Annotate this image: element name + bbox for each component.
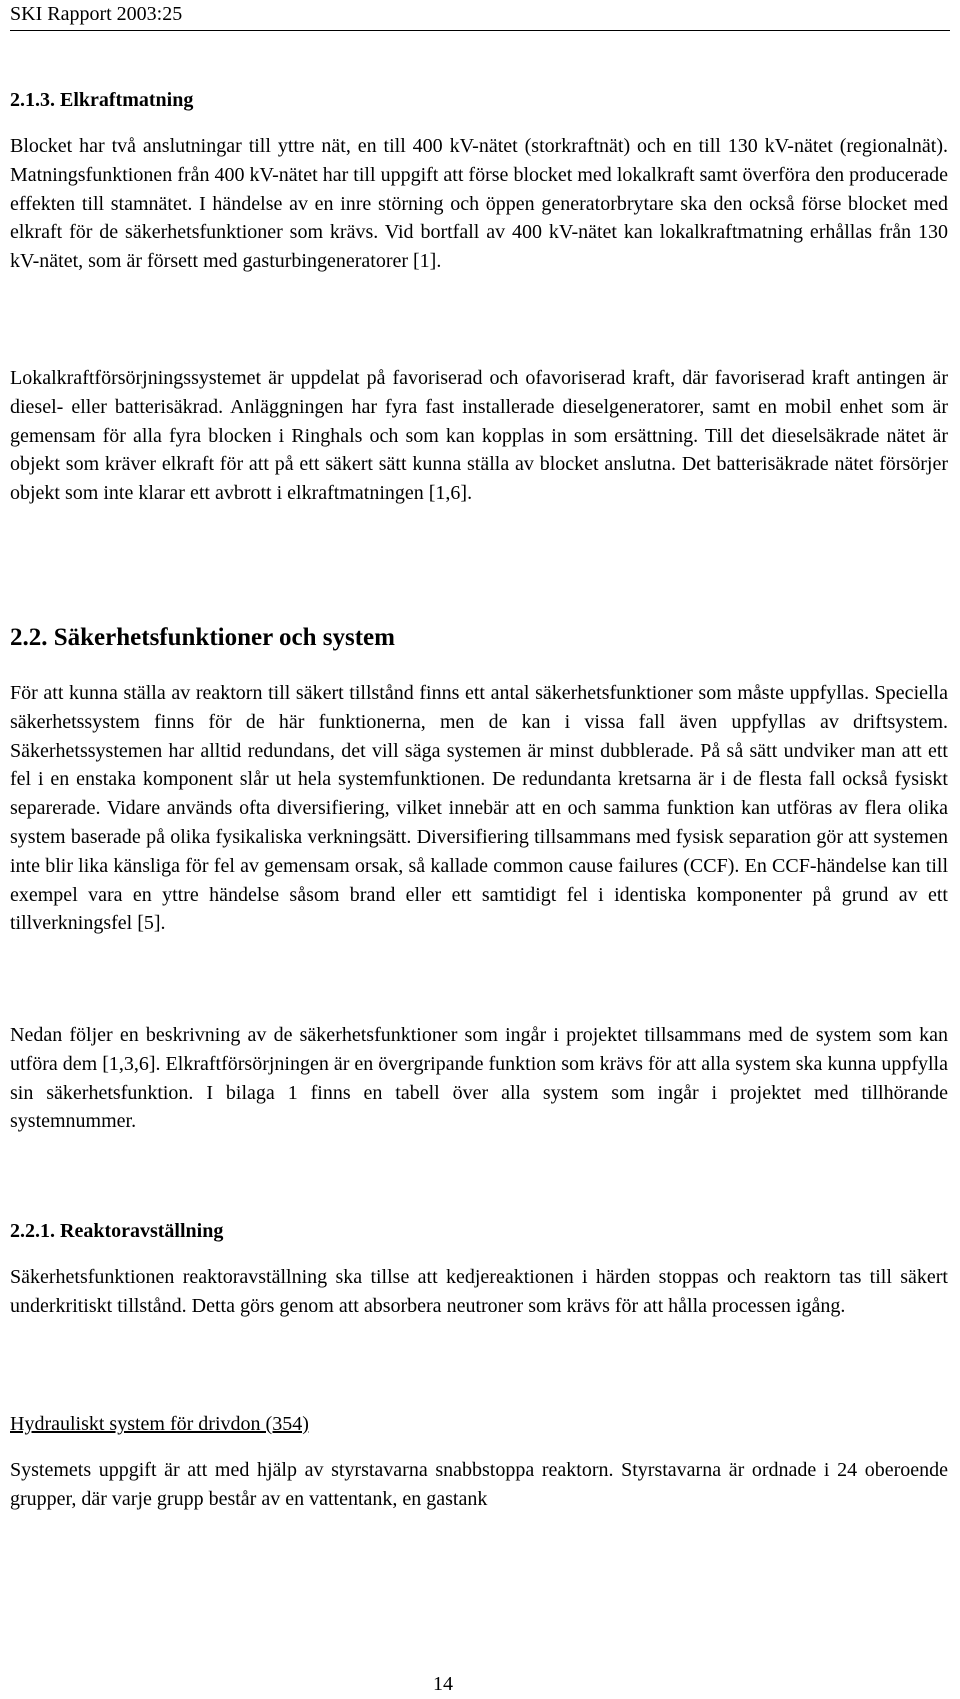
running-header <box>10 0 950 31</box>
page-number: 14 <box>433 1673 453 1695</box>
section-heading-2-1-3: 2.1.3. Elkraftmatning <box>10 89 194 111</box>
paragraph-elkraftmatning-2: Lokalkraftförsörjningssystemet är uppdelat på favoriserad och ofavoriserad kraft, där favoriserad kraft antingen är diesel- eller batterisäkrad. Anläggningen har fyra fast installerade dieselgeneratorer, samt en mobil enhet som är gemensam för alla fyra blocken i Ringhals och som kan kopplas in som ersättning. Till det dieselsäkrade nätet är objekt som kräver elkraft för att på ett säkert sätt kunna ställa av blocket anslutna. Det batterisäkrade nätet försörjer objekt som inte klarar ett avbrott i elkraftmatningen [1,6]. <box>10 367 948 505</box>
paragraph-reaktoravstallning: Säkerhetsfunktionen reaktoravställning ska tillse att kedjereaktionen i härden stoppas och reaktorn tas till säkert underkritiskt tillstånd. Detta görs genom att absorbera neutroner som krävs för att hålla processen igång. <box>10 1266 948 1317</box>
section-heading-2-2: 2.2. Säkerhetsfunktioner och system <box>10 624 395 651</box>
paragraph-hydrauliskt-system: Systemets uppgift är att med hjälp av styrstavarna snabbstoppa reaktorn. Styrstavarna är ordnade i 24 oberoende grupper, där varje grupp består av en vattentank, en gastank <box>10 1459 948 1510</box>
section-heading-2-2-1: 2.2.1. Reaktoravställning <box>10 1220 224 1242</box>
report-id: SKI Rapport 2003:25 <box>10 3 183 25</box>
paragraph-elkraftmatning-1: Blocket har två anslutningar till yttre nät, en till 400 kV-nätet (storkraftnät) och en till 130 kV-nätet (regionalnät). Matningsfunktionen från 400 kV-nätet har till uppgift att förse blocket med lokalkraft samt överföra den producerade effekten till stamnätet. I händelse av en inre störning och öppen generatorbrytare ska den också förse blocket med elkraft för de säkerhetsfunktioner som krävs. Vid bortfall av 400 kV-nätet kan lokalkraftmatning erhållas från 130 kV-nätet, som är försett med gasturbingeneratorer [1]. <box>10 135 948 273</box>
paragraph-sakerhetsfunktioner-1: För att kunna ställa av reaktorn till säkert tillstånd finns ett antal säkerhetsfunktioner som måste uppfyllas. Speciella säkerhetssystem finns för de här funktionerna, men de kan i vissa fall även uppfyllas av driftsystem. Säkerhetssystemen har alltid redundans, det vill säga systemen är minst dubblerade. På så sätt undviker man att ett fel i en enstaka komponent slår ut hela systemfunktionen. De redundanta kretsarna är i de flesta fall också fysiskt separerade. Vidare används ofta diversifiering, vilket innebär att en och samma funktion kan utföras av flera olika system baserade på olika fysikaliska verkningsätt. Diversifiering tillsammans med fysisk separation gör att systemen inte blir lika känsliga för fel av gemensam orsak, så kallade common cause failures (CCF). En CCF-händelse kan till exempel vara en yttre händelse såsom brand eller ett samtidigt fel i identiska komponenter på grund av ett tillverkningsfel [5]. <box>10 682 948 935</box>
subheading-hydrauliskt-system: Hydrauliskt system för drivdon (354) <box>10 1413 309 1435</box>
paragraph-sakerhetsfunktioner-2: Nedan följer en beskrivning av de säkerhetsfunktioner som ingår i projektet tillsammans med de system som kan utföra dem [1,3,6]. Elkraftförsörjningen är en övergripande funktion som krävs för att alla system ska kunna uppfylla sin säkerhetsfunktion. I bilaga 1 finns en tabell över alla system som ingår i projektet med tillhörande systemnummer. <box>10 1024 948 1133</box>
